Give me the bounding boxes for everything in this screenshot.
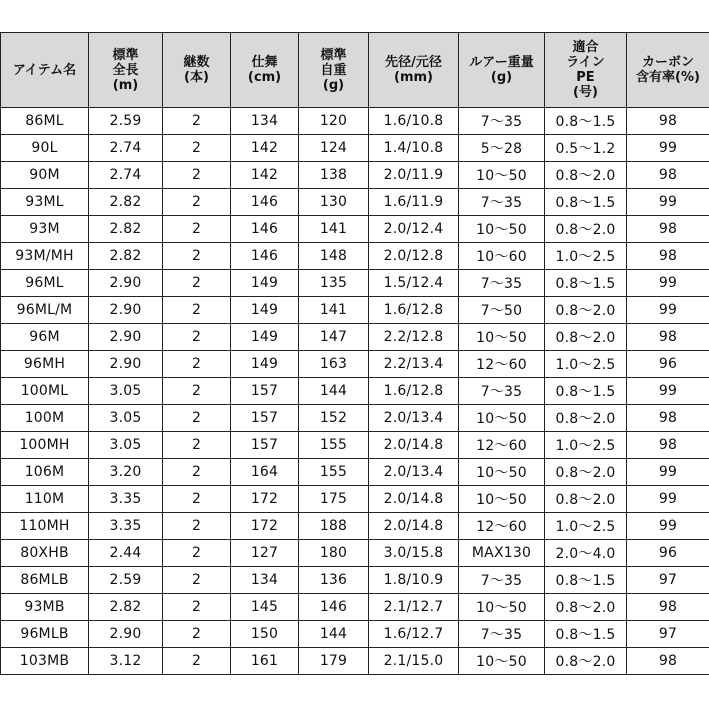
cell-closed-length: 157 [231, 378, 299, 405]
cell-weight: 155 [299, 432, 369, 459]
table-row [1, 486, 709, 513]
cell-weight: 144 [299, 621, 369, 648]
cell-total-length: 2.59 [89, 108, 163, 135]
header-label-line: (本) [184, 70, 209, 85]
header-label-line: 適合 [572, 40, 599, 55]
cell-tip-butt-diameter: 2.0/14.8 [369, 432, 459, 459]
cell-pieces: 2 [163, 270, 231, 297]
cell-line-pe: 0.8〜2.0 [545, 297, 627, 324]
cell-tip-butt-diameter: 2.2/12.8 [369, 324, 459, 351]
cell-total-length: 3.35 [89, 513, 163, 540]
header-label-line: (mm) [394, 70, 433, 85]
header-row [1, 33, 709, 108]
cell-closed-length: 145 [231, 594, 299, 621]
cell-item-name: 110MH [1, 513, 89, 540]
cell-weight: 141 [299, 297, 369, 324]
cell-weight: 130 [299, 189, 369, 216]
cell-line-pe: 2.0〜4.0 [545, 540, 627, 567]
cell-weight: 120 [299, 108, 369, 135]
header-carbon-content [627, 33, 709, 108]
table-row [1, 405, 709, 432]
table-row [1, 648, 709, 675]
table-row [1, 540, 709, 567]
cell-pieces: 2 [163, 567, 231, 594]
cell-total-length: 2.59 [89, 567, 163, 594]
cell-weight: 152 [299, 405, 369, 432]
cell-tip-butt-diameter: 2.0/13.4 [369, 459, 459, 486]
cell-item-name: 96ML/M [1, 297, 89, 324]
table-row [1, 513, 709, 540]
cell-pieces: 2 [163, 594, 231, 621]
cell-weight: 141 [299, 216, 369, 243]
cell-line-pe: 0.8〜1.5 [545, 270, 627, 297]
cell-item-name: 96ML [1, 270, 89, 297]
table-row [1, 594, 709, 621]
cell-item-name: 106M [1, 459, 89, 486]
cell-item-name: 90M [1, 162, 89, 189]
cell-weight: 188 [299, 513, 369, 540]
header-pieces [163, 33, 231, 108]
cell-line-pe: 0.8〜2.0 [545, 459, 627, 486]
cell-total-length: 3.35 [89, 486, 163, 513]
cell-item-name: 93MB [1, 594, 89, 621]
table-row [1, 108, 709, 135]
cell-item-name: 100ML [1, 378, 89, 405]
cell-tip-butt-diameter: 2.0/13.4 [369, 405, 459, 432]
cell-carbon-content: 98 [627, 324, 709, 351]
cell-pieces: 2 [163, 297, 231, 324]
header-label-line: 含有率(%) [636, 70, 700, 85]
header-label-line: 標準 [112, 47, 139, 63]
cell-lure-weight: 12〜60 [459, 432, 545, 459]
cell-carbon-content: 99 [627, 297, 709, 324]
cell-closed-length: 134 [231, 108, 299, 135]
cell-lure-weight: 7〜50 [459, 297, 545, 324]
cell-pieces: 2 [163, 243, 231, 270]
cell-carbon-content: 98 [627, 162, 709, 189]
cell-pieces: 2 [163, 432, 231, 459]
cell-weight: 146 [299, 594, 369, 621]
cell-carbon-content: 98 [627, 216, 709, 243]
header-label-line: PE [576, 70, 595, 85]
cell-pieces: 2 [163, 351, 231, 378]
header-line-pe [545, 33, 627, 108]
cell-closed-length: 146 [231, 189, 299, 216]
cell-lure-weight: 10〜50 [459, 486, 545, 513]
cell-lure-weight: 10〜50 [459, 216, 545, 243]
cell-weight: 124 [299, 135, 369, 162]
cell-lure-weight: 7〜35 [459, 189, 545, 216]
header-tip-butt-diameter [369, 33, 459, 108]
cell-item-name: 103MB [1, 648, 89, 675]
cell-total-length: 3.20 [89, 459, 163, 486]
cell-closed-length: 149 [231, 351, 299, 378]
cell-closed-length: 172 [231, 513, 299, 540]
cell-pieces: 2 [163, 513, 231, 540]
cell-line-pe: 0.8〜2.0 [545, 648, 627, 675]
cell-weight: 148 [299, 243, 369, 270]
cell-total-length: 3.05 [89, 405, 163, 432]
cell-carbon-content: 98 [627, 108, 709, 135]
cell-line-pe: 0.8〜1.5 [545, 621, 627, 648]
cell-lure-weight: MAX130 [459, 540, 545, 567]
cell-carbon-content: 97 [627, 567, 709, 594]
cell-tip-butt-diameter: 3.0/15.8 [369, 540, 459, 567]
cell-item-name: 100MH [1, 432, 89, 459]
cell-line-pe: 0.5〜1.2 [545, 135, 627, 162]
cell-line-pe: 0.8〜2.0 [545, 324, 627, 351]
cell-carbon-content: 98 [627, 243, 709, 270]
header-label-line: カーボン [641, 55, 694, 70]
cell-pieces: 2 [163, 540, 231, 567]
cell-lure-weight: 7〜35 [459, 270, 545, 297]
cell-tip-butt-diameter: 1.6/10.8 [369, 108, 459, 135]
cell-item-name: 96MLB [1, 621, 89, 648]
header-label-line: (g) [490, 70, 513, 85]
cell-carbon-content: 96 [627, 540, 709, 567]
table-row [1, 459, 709, 486]
cell-closed-length: 146 [231, 243, 299, 270]
cell-lure-weight: 10〜50 [459, 459, 545, 486]
cell-item-name: 100M [1, 405, 89, 432]
cell-pieces: 2 [163, 189, 231, 216]
cell-item-name: 93M [1, 216, 89, 243]
header-total-length [89, 33, 163, 108]
cell-total-length: 3.05 [89, 378, 163, 405]
cell-total-length: 2.90 [89, 621, 163, 648]
header-label-line: アイテム名 [12, 62, 77, 78]
cell-total-length: 2.74 [89, 135, 163, 162]
cell-lure-weight: 10〜60 [459, 243, 545, 270]
cell-tip-butt-diameter: 1.6/12.7 [369, 621, 459, 648]
cell-closed-length: 134 [231, 567, 299, 594]
cell-weight: 138 [299, 162, 369, 189]
cell-item-name: 80XHB [1, 540, 89, 567]
cell-line-pe: 0.8〜2.0 [545, 594, 627, 621]
header-weight [299, 33, 369, 108]
table-row [1, 351, 709, 378]
cell-pieces: 2 [163, 324, 231, 351]
cell-lure-weight: 12〜60 [459, 513, 545, 540]
cell-closed-length: 142 [231, 135, 299, 162]
cell-carbon-content: 99 [627, 189, 709, 216]
cell-lure-weight: 5〜28 [459, 135, 545, 162]
cell-closed-length: 172 [231, 486, 299, 513]
cell-line-pe: 0.8〜1.5 [545, 567, 627, 594]
header-label-line: 先径/元径 [385, 55, 442, 70]
cell-pieces: 2 [163, 108, 231, 135]
cell-weight: 180 [299, 540, 369, 567]
cell-line-pe: 0.8〜2.0 [545, 162, 627, 189]
cell-weight: 163 [299, 351, 369, 378]
cell-pieces: 2 [163, 216, 231, 243]
header-label-line: 継数 [183, 55, 210, 70]
cell-item-name: 93ML [1, 189, 89, 216]
cell-carbon-content: 99 [627, 513, 709, 540]
cell-total-length: 2.82 [89, 216, 163, 243]
cell-carbon-content: 99 [627, 486, 709, 513]
cell-closed-length: 127 [231, 540, 299, 567]
cell-closed-length: 146 [231, 216, 299, 243]
cell-total-length: 2.90 [89, 324, 163, 351]
header-label-line: (号) [573, 85, 598, 100]
header-label-line: 全長 [112, 62, 139, 78]
cell-closed-length: 157 [231, 432, 299, 459]
cell-tip-butt-diameter: 2.1/12.7 [369, 594, 459, 621]
spec-table-container [0, 32, 709, 678]
cell-total-length: 2.82 [89, 189, 163, 216]
cell-item-name: 110M [1, 486, 89, 513]
cell-line-pe: 0.8〜2.0 [545, 405, 627, 432]
cell-item-name: 86MLB [1, 567, 89, 594]
header-label-line: 自重 [320, 62, 347, 78]
cell-tip-butt-diameter: 2.0/14.8 [369, 486, 459, 513]
cell-lure-weight: 10〜50 [459, 405, 545, 432]
cell-tip-butt-diameter: 2.0/14.8 [369, 513, 459, 540]
cell-lure-weight: 7〜35 [459, 378, 545, 405]
cell-pieces: 2 [163, 459, 231, 486]
table-row [1, 216, 709, 243]
cell-line-pe: 1.0〜2.5 [545, 513, 627, 540]
cell-tip-butt-diameter: 2.0/12.4 [369, 216, 459, 243]
header-label-line: 標準 [320, 47, 347, 63]
cell-lure-weight: 7〜35 [459, 567, 545, 594]
cell-lure-weight: 12〜60 [459, 351, 545, 378]
cell-pieces: 2 [163, 405, 231, 432]
header-label-line: (cm) [247, 70, 282, 85]
rod-spec-table [0, 32, 709, 675]
cell-total-length: 2.90 [89, 351, 163, 378]
cell-line-pe: 1.0〜2.5 [545, 243, 627, 270]
cell-carbon-content: 98 [627, 405, 709, 432]
cell-lure-weight: 10〜50 [459, 162, 545, 189]
table-row [1, 162, 709, 189]
cell-carbon-content: 97 [627, 621, 709, 648]
cell-pieces: 2 [163, 378, 231, 405]
table-header [1, 33, 709, 108]
cell-weight: 136 [299, 567, 369, 594]
cell-carbon-content: 96 [627, 351, 709, 378]
cell-item-name: 86ML [1, 108, 89, 135]
cell-carbon-content: 98 [627, 648, 709, 675]
table-row [1, 135, 709, 162]
header-label-line: ルアー重量 [469, 55, 534, 70]
cell-item-name: 96M [1, 324, 89, 351]
cell-tip-butt-diameter: 1.5/12.4 [369, 270, 459, 297]
cell-tip-butt-diameter: 2.1/15.0 [369, 648, 459, 675]
table-row [1, 621, 709, 648]
cell-total-length: 2.74 [89, 162, 163, 189]
cell-weight: 175 [299, 486, 369, 513]
bottom-blank [0, 678, 709, 709]
header-closed-length [231, 33, 299, 108]
cell-tip-butt-diameter: 1.6/12.8 [369, 378, 459, 405]
table-body [1, 108, 709, 675]
cell-line-pe: 0.8〜1.5 [545, 189, 627, 216]
cell-tip-butt-diameter: 1.4/10.8 [369, 135, 459, 162]
cell-tip-butt-diameter: 1.6/11.9 [369, 189, 459, 216]
cell-weight: 135 [299, 270, 369, 297]
cell-item-name: 90L [1, 135, 89, 162]
cell-lure-weight: 7〜35 [459, 108, 545, 135]
cell-line-pe: 0.8〜2.0 [545, 216, 627, 243]
cell-carbon-content: 99 [627, 378, 709, 405]
cell-line-pe: 0.8〜1.5 [545, 378, 627, 405]
cell-tip-butt-diameter: 2.0/11.9 [369, 162, 459, 189]
cell-closed-length: 150 [231, 621, 299, 648]
cell-weight: 147 [299, 324, 369, 351]
cell-tip-butt-diameter: 2.2/13.4 [369, 351, 459, 378]
cell-lure-weight: 10〜50 [459, 594, 545, 621]
cell-closed-length: 164 [231, 459, 299, 486]
cell-line-pe: 0.8〜1.5 [545, 108, 627, 135]
cell-closed-length: 149 [231, 297, 299, 324]
cell-closed-length: 142 [231, 162, 299, 189]
cell-pieces: 2 [163, 486, 231, 513]
cell-line-pe: 0.8〜2.0 [545, 486, 627, 513]
cell-line-pe: 1.0〜2.5 [545, 351, 627, 378]
cell-item-name: 96MH [1, 351, 89, 378]
cell-weight: 179 [299, 648, 369, 675]
cell-carbon-content: 98 [627, 594, 709, 621]
header-item-name [1, 33, 89, 108]
cell-total-length: 2.44 [89, 540, 163, 567]
cell-total-length: 3.05 [89, 432, 163, 459]
cell-total-length: 2.90 [89, 270, 163, 297]
cell-tip-butt-diameter: 2.0/12.8 [369, 243, 459, 270]
header-label-line: ライン [566, 55, 605, 70]
cell-pieces: 2 [163, 135, 231, 162]
table-row [1, 297, 709, 324]
cell-closed-length: 149 [231, 324, 299, 351]
header-label-line: 仕舞 [251, 55, 278, 70]
cell-total-length: 2.82 [89, 594, 163, 621]
table-row [1, 324, 709, 351]
cell-lure-weight: 7〜35 [459, 621, 545, 648]
cell-closed-length: 149 [231, 270, 299, 297]
cell-line-pe: 1.0〜2.5 [545, 432, 627, 459]
table-row [1, 270, 709, 297]
cell-carbon-content: 98 [627, 432, 709, 459]
cell-carbon-content: 99 [627, 270, 709, 297]
cell-carbon-content: 99 [627, 459, 709, 486]
cell-carbon-content: 99 [627, 135, 709, 162]
table-row [1, 567, 709, 594]
cell-closed-length: 157 [231, 405, 299, 432]
table-row [1, 378, 709, 405]
cell-lure-weight: 10〜50 [459, 324, 545, 351]
cell-weight: 144 [299, 378, 369, 405]
table-row [1, 432, 709, 459]
cell-closed-length: 161 [231, 648, 299, 675]
table-row [1, 243, 709, 270]
cell-weight: 155 [299, 459, 369, 486]
cell-lure-weight: 10〜50 [459, 648, 545, 675]
cell-pieces: 2 [163, 162, 231, 189]
cell-pieces: 2 [163, 621, 231, 648]
cell-total-length: 2.82 [89, 243, 163, 270]
cell-tip-butt-diameter: 1.8/10.9 [369, 567, 459, 594]
cell-total-length: 2.90 [89, 297, 163, 324]
cell-item-name: 93M/MH [1, 243, 89, 270]
cell-pieces: 2 [163, 648, 231, 675]
cell-total-length: 3.12 [89, 648, 163, 675]
header-label-line: (g) [322, 77, 345, 93]
header-label-line: (m) [112, 77, 139, 93]
cell-tip-butt-diameter: 1.6/12.8 [369, 297, 459, 324]
header-lure-weight [459, 33, 545, 108]
table-row [1, 189, 709, 216]
